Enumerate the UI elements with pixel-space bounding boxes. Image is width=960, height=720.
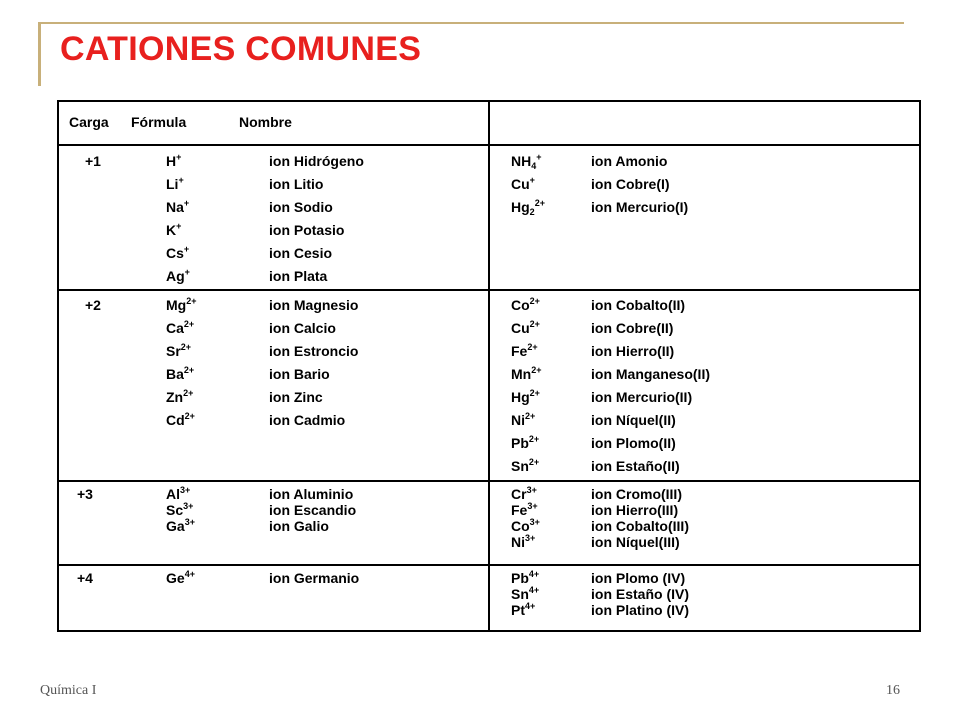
- formula: $Ba^{2+}$: [166, 365, 195, 382]
- charge-label: +2: [85, 297, 101, 313]
- footer-course: Química I: [40, 683, 97, 698]
- formula: $Co^{2+}$: [511, 296, 540, 313]
- ion-name: ion Cobalto(II): [591, 297, 686, 313]
- ion-name: ion Escandio: [269, 502, 357, 518]
- ion-name: ion Amonio: [591, 153, 668, 169]
- decorative-left-line: [38, 22, 41, 86]
- ion-name: ion Mercurio(I): [591, 199, 689, 215]
- formula: $Pb^{4+}$: [511, 569, 540, 586]
- formula: Ag+: [166, 267, 190, 284]
- formula: $Hg^{2+}$: [511, 388, 540, 405]
- row-divider: [59, 480, 919, 482]
- ion-name: ion Plomo (IV): [591, 570, 686, 586]
- formula: $Cd^{2+}$: [166, 411, 195, 428]
- row-divider: [59, 289, 919, 291]
- formula: $Zn^{2+}$: [166, 388, 194, 405]
- ion-name: ion Magnesio: [269, 297, 359, 313]
- decorative-top-line: [38, 22, 904, 24]
- column-divider: [488, 102, 490, 630]
- formula: $Ga^{3+}$: [166, 517, 195, 534]
- formula: K+: [166, 221, 182, 238]
- formula: $Sn^{2+}$: [511, 457, 540, 474]
- formula: $Cr^{3+}$: [511, 485, 537, 502]
- ion-name: ion Galio: [269, 518, 329, 534]
- formula: $Fe^{3+}$: [511, 501, 538, 518]
- ion-name: ion Cesio: [269, 245, 333, 261]
- formula: $Al^{3+}$: [166, 485, 191, 502]
- ion-name: ion Cromo(III): [591, 486, 682, 502]
- charge-label: +4: [77, 570, 93, 586]
- ion-name: ion Estaño(II): [591, 458, 680, 474]
- formula: $Sn^{4+}$: [511, 585, 540, 602]
- formula: $Sr^{2+}$: [166, 342, 192, 359]
- formula: Na+: [166, 198, 190, 215]
- formula: $Pb^{2+}$: [511, 434, 540, 451]
- ion-name: ion Cadmio: [269, 412, 346, 428]
- formula: $Ni^{2+}$: [511, 411, 536, 428]
- header-carga: Carga: [69, 114, 109, 130]
- ion-name: ion Manganeso(II): [591, 366, 710, 382]
- header-formula: Fórmula: [131, 114, 187, 130]
- ion-name: ion Estroncio: [269, 343, 359, 359]
- ion-name: ion Cobalto(III): [591, 518, 689, 534]
- formula: $Co^{3+}$: [511, 517, 540, 534]
- ion-name: ion Bario: [269, 366, 330, 382]
- formula: $NH_4^+$: [511, 152, 542, 171]
- formula: $Cu^{2+}$: [511, 319, 540, 336]
- ion-name: ion Hierro(II): [591, 343, 675, 359]
- formula: $Ni^{3+}$: [511, 533, 536, 550]
- ion-name: ion Aluminio: [269, 486, 354, 502]
- row-divider: [59, 564, 919, 566]
- formula: $Ca^{2+}$: [166, 319, 195, 336]
- footer-page-number: 16: [886, 683, 900, 698]
- charge-label: +1: [85, 153, 101, 169]
- formula: $Hg_2^{2+}$: [511, 198, 545, 217]
- ion-name: ion Hidrógeno: [269, 153, 364, 169]
- ion-name: ion Potasio: [269, 222, 345, 238]
- ion-name: ion Germanio: [269, 570, 360, 586]
- ion-name: ion Estaño (IV): [591, 586, 689, 602]
- ion-name: ion Hierro(III): [591, 502, 679, 518]
- ion-name: ion Litio: [269, 176, 324, 192]
- formula: $Pt^{4+}$: [511, 601, 536, 618]
- ion-name: ion Níquel(II): [591, 412, 676, 428]
- ion-name: ion Cobre(II): [591, 320, 674, 336]
- ion-name: ion Plata: [269, 268, 328, 284]
- ion-name: ion Níquel(III): [591, 534, 680, 550]
- formula: $Fe^{2+}$: [511, 342, 538, 359]
- formula: Li+: [166, 175, 184, 192]
- formula: H+: [166, 152, 182, 169]
- formula: $Sc^{3+}$: [166, 501, 194, 518]
- ion-name: ion Mercurio(II): [591, 389, 693, 405]
- ion-name: ion Cobre(I): [591, 176, 670, 192]
- ion-name: ion Plomo(II): [591, 435, 676, 451]
- row-divider: [59, 144, 919, 146]
- ion-name: ion Platino (IV): [591, 602, 689, 618]
- ion-name: ion Sodio: [269, 199, 333, 215]
- ion-name: ion Zinc: [269, 389, 323, 405]
- formula: $Mn^{2+}$: [511, 365, 542, 382]
- formula: $Mg^{2+}$: [166, 296, 197, 313]
- formula: Cs+: [166, 244, 190, 261]
- cations-table: [57, 100, 921, 632]
- ion-name: ion Calcio: [269, 320, 336, 336]
- charge-label: +3: [77, 486, 93, 502]
- formula: Cu+: [511, 175, 535, 192]
- header-nombre: Nombre: [239, 114, 292, 130]
- slide-title: CATIONES COMUNES: [60, 30, 422, 68]
- formula: $Ge^{4+}$: [166, 569, 195, 586]
